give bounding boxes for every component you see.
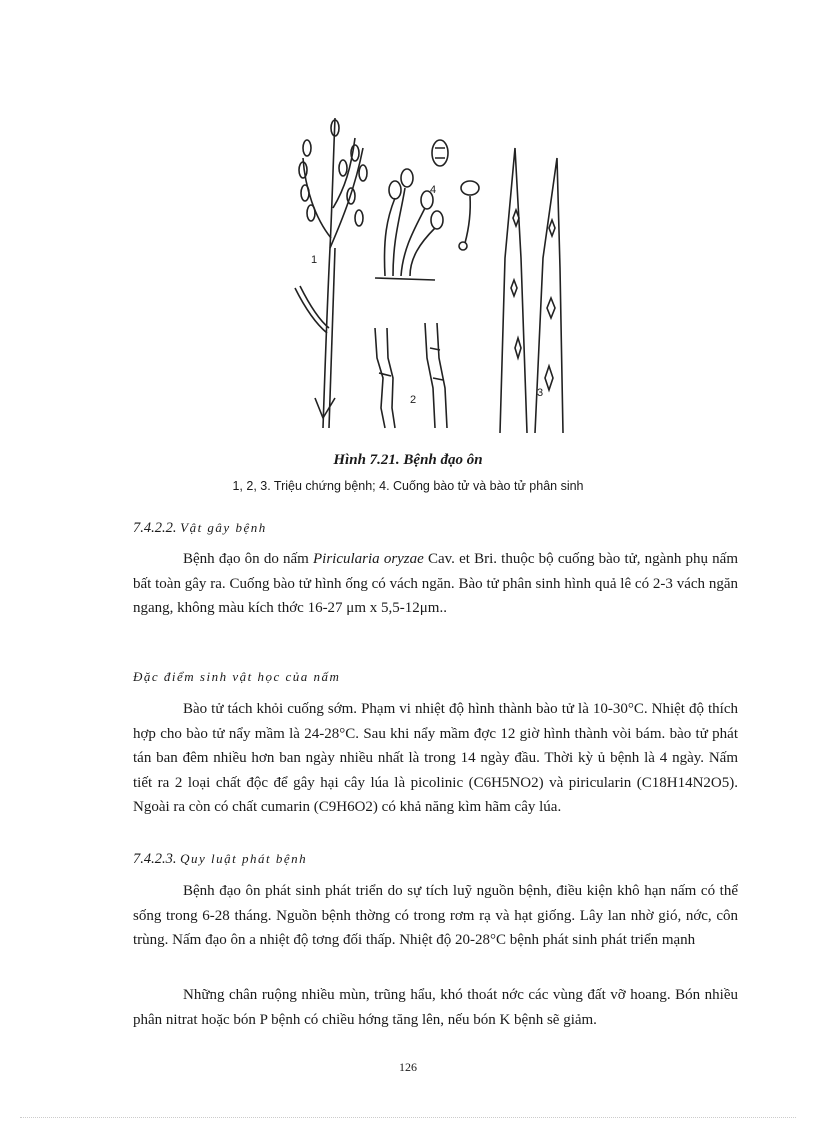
section-heading-7-4-2-2	[133, 520, 738, 537]
conidiophores-drawing	[375, 140, 479, 280]
figure-label-3: 3	[537, 387, 544, 399]
rice-blast-illustration	[275, 108, 565, 438]
section-title: Đặc điểm sinh vật học của nấm	[133, 669, 341, 684]
section-paragraph: Bệnh đạo ôn do nấm Piricularia oryzae Cav. et Bri. thuộc bộ cuống bào tử, ngành phụ nấm bất toàn gây ra. Cuống bào tử hình ống có vách ngăn. Bào tử phân sinh hình quả lê có 2-3 vách ngăn ngang, không màu kích thớc 16-27 μm x 5,5-12μm..	[133, 551, 738, 616]
section-number: 7.4.2.2.	[133, 520, 177, 536]
rice-panicle-drawing	[295, 118, 367, 428]
figure-label-1: 1	[311, 254, 318, 266]
figure-title: Hình 7.21. Bệnh đạo ôn	[333, 452, 483, 468]
page-number: 126	[399, 1060, 417, 1074]
figure-label-2: 2	[410, 394, 417, 406]
section-heading-7-4-2-3	[133, 851, 738, 868]
figure-caption: 1, 2, 3. Triệu chứng bệnh; 4. Cuống bào tử và bào tử phân sinh	[232, 479, 584, 493]
leaf-lesions-drawing	[500, 148, 563, 433]
section-paragraph: Những chân ruộng nhiều mùn, trũng hẩu, khó thoát nớc các vùng đất vỡ hoang. Bón nhiều phân nitrat hoặc bón P bệnh có chiều hớng tăng lên, nếu bón K bệnh sẽ giảm.	[133, 987, 738, 1028]
section-number: 7.4.2.3.	[133, 851, 177, 867]
figure-label-4: 4	[430, 184, 437, 196]
section-paragraph: Bệnh đạo ôn phát sinh phát triển do sự tích luỹ nguồn bệnh, điều kiện khô hạn nấm có thể sống trong 6-28 tháng. Nguồn bệnh thờng có trong rơm rạ và hạt giống. Lây lan nhờ gió, nớc, côn trùng. Nấm đạo ôn a nhiệt độ tơng đối thấp. Nhiệt độ 20-28°C bệnh phát sinh phát triển mạnh	[133, 883, 738, 948]
section-title: Vật gây bệnh	[180, 520, 267, 535]
species-name: Piricularia oryzae	[312, 551, 424, 567]
section-title: Quy luật phát bệnh	[180, 851, 308, 866]
section-paragraph: Bào tử tách khỏi cuống sớm. Phạm vi nhiệt độ hình thành bào tử là 10-30°C. Nhiệt độ thích hợp cho bào tử nẩy mầm là 24-28°C. Sau khi nẩy mầm đợc 12 giờ hình thành vòi bám. bào tử phát tán ban đêm nhiều hơn ban ngày nhiều nhất là trong 14 ngày đầu. Thời kỳ ủ bệnh là 4 ngày. Nấm tiết ra 2 loại chất độc để gây hại cây lúa là picolinic (C6H5NO2) và piricularin (C18H14N2O5). Ngoài ra còn có chất cumarin (C9H6O2) có khả năng kìm hãm cây lúa.	[133, 701, 738, 815]
page-bottom-border	[20, 1117, 796, 1118]
leaf-sheath-drawing	[375, 323, 447, 428]
section-heading-biology	[133, 669, 738, 686]
